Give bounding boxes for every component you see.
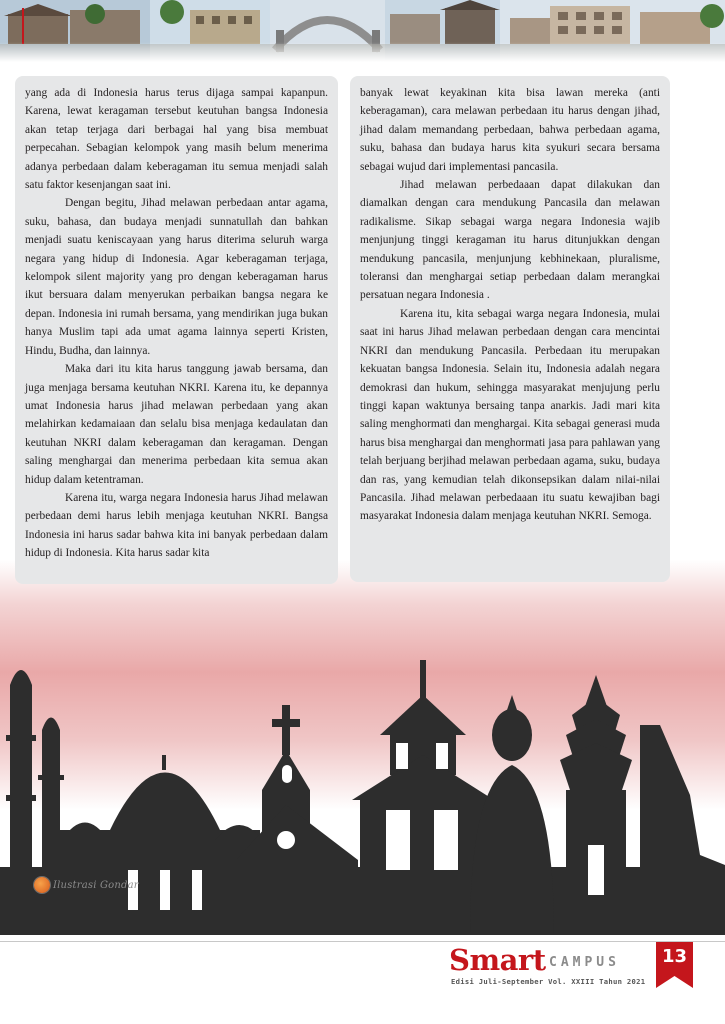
article-paragraph: yang ada di Indonesia harus terus dijaga sampai kapanpun. Karena, lewat keragaman tersebut keutuhan bangsa Indonesia akan tetap terjaga dari berbagai hal yang bisa membuat perpecahan. Sebagian kelompok yang masih belum menerima adanya perbedaan dalam keberagaman itu semua menjadi salah satu faktor kesenjangan saat ini. (25, 87, 328, 192)
article-paragraph: Maka dari itu kita harus tanggung jawab bersama, dan juga menjaga bersama keutuhan NKRI. Karena itu, ke depannya umat Indonesia harus jihad melawan perbedaan yang akan melahirkan kedamaiaan dan selalu bisa menjaga kedaulatan dan keutuhan NKRI dalam keberagaman dan keragaman. Dengan saling menghargai dan menerima perbedaan kita semua akan hidup dalam ketentraman. (25, 363, 328, 486)
article-paragraph: Karena itu, warga negara Indonesia harus Jihad melawan perbedaan demi harus lebih menjaga keutuhan NKRI. Bangsa Indonesia ini harus sadar bahwa kita ini banyak perbedaan dalam hidup di Indonesia. Kita harus sadar kita (25, 491, 328, 560)
brand-smart-text: Smart (449, 943, 546, 977)
page-number: 13 (661, 946, 688, 967)
article-paragraph: Dengan begitu, Jihad melawan perbedaan antar agama, suku, bahasa, dan budaya menjadi sunnatullah dan bahkan menjadi suatu keniscayaan yang harus diterima seluruh warga negara yang hidup di Indonesia. Agar keberagaman terjaga, kelompok silent majority yang pro dengan keberagaman harus ikut bersuara dalam menyerukan perbaikan bangsa negara ke depan. Indonesia ini rumah bersama, yang mendirikan juga bukan hanya Muslim tapi ada umat agama lainnya seperti Kristen, Hindu, Budha, dan lainnya. (25, 197, 328, 357)
magazine-brand (449, 941, 659, 985)
article-paragraph: Jihad melawan perbedaaan dapat dilakukan dan diamalkan dengan cara mendukung Pancasila dan melawan radikalisme. Sikap sebagai warga negara Indonesia wajib menjunjung tinggi keragaman itu harus ditunjukkan dengan mendukung pancasila, menjunjung kebhinekaan, pluralisme, toleransi dan menghargai setiap perbedaan dalam merangkai persatuan negara Indonesia . (360, 179, 660, 302)
illustration-credit-icon (34, 877, 50, 893)
article-paragraph: Karena itu, kita sebagai warga negara Indonesia, mulai saat ini harus Jihad melawan perbedaan dengan cara mencintai NKRI dan mendukung Pancasila. Perbedaan itu merupakan kekuatan bangsa Indonesia. Selain itu, Indonesia adalah negara demokrasi dan hukum, sehingga masyarakat menjujung perlu tinggi kapan waktunya bersaing tanpa anarkis. Jadi mari kita saling menghormati dan menghargai. Kita sebagai generasi muda harus bisa menghargai dan menghormati jasa para pahlawan yang telah berjuang berjihad melawan perbedaan agama, suku, budaya dan ras, yang kemudian telah dikonsepsikan dalam nilai-nilai Pancasila. Jihad melawan perbedaaan itu suatu kewajiban bagi masyarakat Indonesia dalam menjaga keutuhan NKRI. Semoga. (360, 307, 660, 523)
article-column-right (350, 76, 670, 582)
brand-campus-text: CAMPUS (549, 955, 620, 970)
article-column-left (15, 76, 338, 584)
illustration-credit (34, 877, 139, 893)
places-of-worship-silhouette (0, 655, 725, 935)
illustration-credit-text: Ilustrasi Gondar (53, 879, 139, 891)
header-photo-banner (0, 0, 725, 62)
article-paragraph: banyak lewat keyakinan kita bisa lawan mereka (anti keberagaman), cara melawan perbedaan itu harus dengan jihad, jihad dalam memandang perbedaan, bahwa perbedaan agama, suku, bahasa dan budaya harus kita syukuri secara bersama sebagai wujud dari implementasi pancasila. (360, 87, 660, 173)
page-number-badge (656, 942, 693, 988)
edition-info: Edisi Juli-September Vol. XXIII Tahun 2021 (451, 977, 646, 986)
